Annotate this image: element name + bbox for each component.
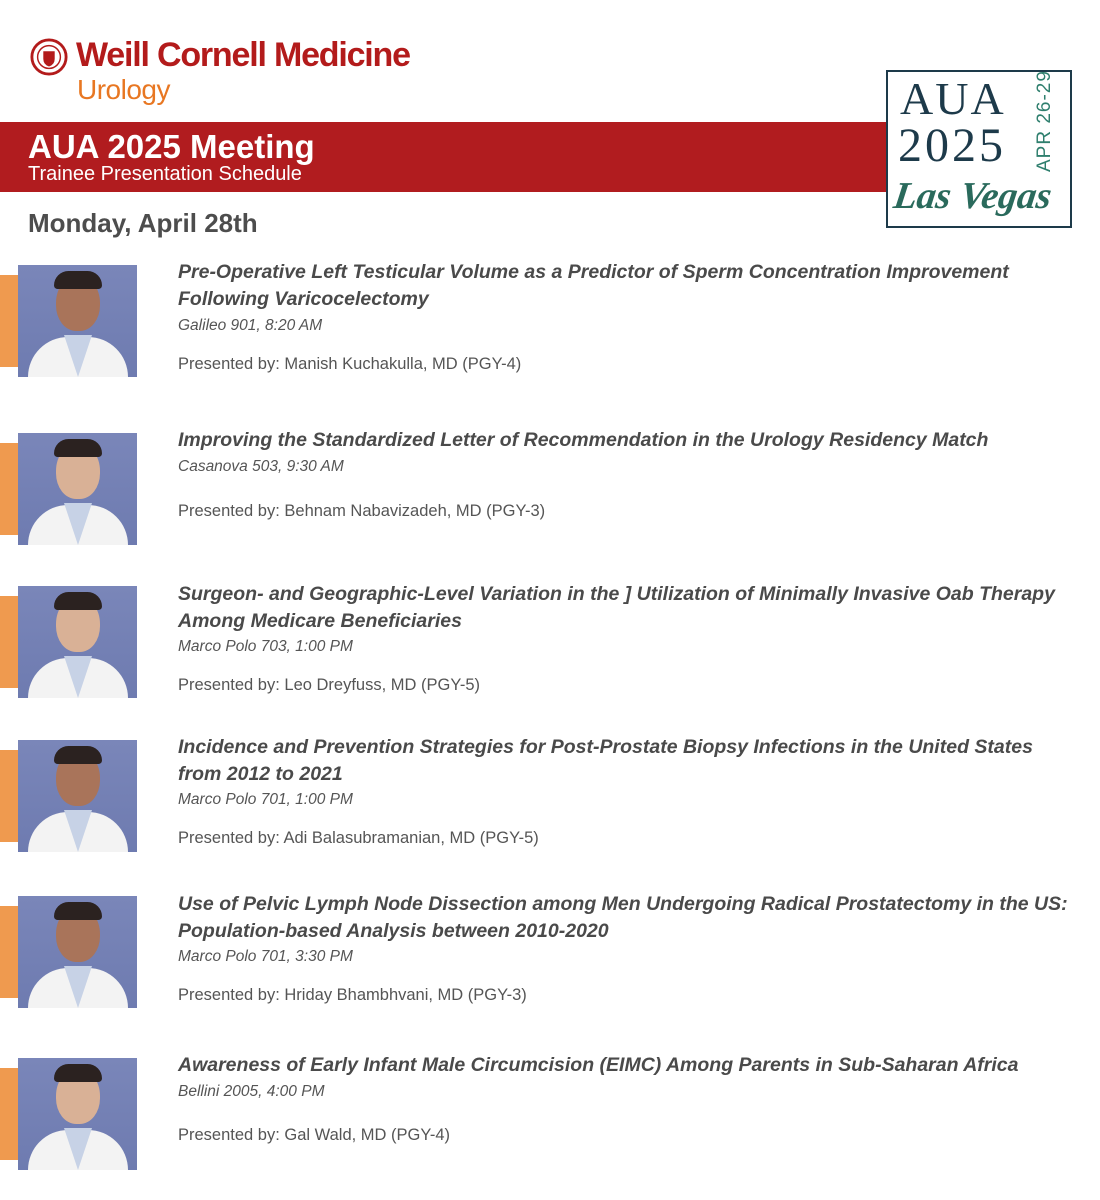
badge-city: Las Vegas xyxy=(891,175,1055,217)
presentation-location: Bellini 2005, 4:00 PM xyxy=(178,1083,325,1100)
presentation-title: Incidence and Prevention Strategies for Post-Prostate Biopsy Infections in the United States from 2012 to 2021 xyxy=(178,736,1033,785)
presentation-title: Pre-Operative Left Testicular Volume as a Predictor of Sperm Concentration Improvement Following Varicocelectomy xyxy=(178,261,1009,310)
aua-2025-badge xyxy=(886,70,1072,228)
org-name: Weill Cornell Medicine xyxy=(76,36,410,74)
badge-dates: APR 26-29 xyxy=(1034,70,1055,172)
presenter-photo xyxy=(18,265,137,377)
presentation-location: Marco Polo 701, 3:30 PM xyxy=(178,948,353,965)
dept-name: Urology xyxy=(77,74,170,105)
schedule-entry xyxy=(0,1054,1100,1173)
badge-aua: AUA xyxy=(900,73,1006,124)
meeting-title: AUA 2025 Meeting xyxy=(28,128,315,165)
presenter-name: Presented by: Adi Balasubramanian, MD (PGY-5) xyxy=(178,829,539,847)
presentation-title: Improving the Standardized Letter of Recommendation in the Urology Residency Match xyxy=(178,429,989,451)
presenter-name: Presented by: Gal Wald, MD (PGY-4) xyxy=(178,1126,451,1144)
presentation-title: Awareness of Early Infant Male Circumcision (EIMC) Among Parents in Sub-Saharan Africa xyxy=(178,1054,1019,1076)
schedule-entry xyxy=(0,736,1100,855)
presentation-location: Marco Polo 701, 1:00 PM xyxy=(178,791,353,808)
cornell-seal-icon xyxy=(30,38,68,76)
presenter-name: Presented by: Manish Kuchakulla, MD (PGY-4) xyxy=(178,355,522,373)
meeting-subtitle: Trainee Presentation Schedule xyxy=(28,163,302,185)
schedule-entry xyxy=(0,583,1100,701)
presentation-location: Marco Polo 703, 1:00 PM xyxy=(178,638,353,655)
presenter-name: Presented by: Behnam Nabavizadeh, MD (PGY-3) xyxy=(178,502,546,520)
presentation-title: Use of Pelvic Lymph Node Dissection among Men Undergoing Radical Prostatectomy in the US: Population-based Analysis between 2010-2020 xyxy=(178,893,1068,942)
presentation-title: Surgeon- and Geographic-Level Variation in the ] Utilization of Minimally Invasive Oab Therapy Among Medicare Beneficiaries xyxy=(178,583,1055,632)
presenter-photo xyxy=(18,1058,137,1170)
schedule-entry xyxy=(0,893,1100,1011)
presenter-photo xyxy=(18,740,137,852)
schedule-entry xyxy=(0,429,1100,548)
day-heading: Monday, April 28th xyxy=(28,208,258,238)
presenter-photo xyxy=(18,433,137,545)
presentation-location: Galileo 901, 8:20 AM xyxy=(178,317,323,334)
presentation-location: Casanova 503, 9:30 AM xyxy=(178,458,344,475)
presenter-name: Presented by: Leo Dreyfuss, MD (PGY-5) xyxy=(178,676,481,694)
badge-year: 2025 xyxy=(898,119,1006,172)
presenter-photo xyxy=(18,896,137,1008)
presenter-photo xyxy=(18,586,137,698)
presenter-name: Presented by: Hriday Bhambhvani, MD (PGY-3) xyxy=(178,986,527,1004)
schedule-entry xyxy=(0,261,1100,380)
